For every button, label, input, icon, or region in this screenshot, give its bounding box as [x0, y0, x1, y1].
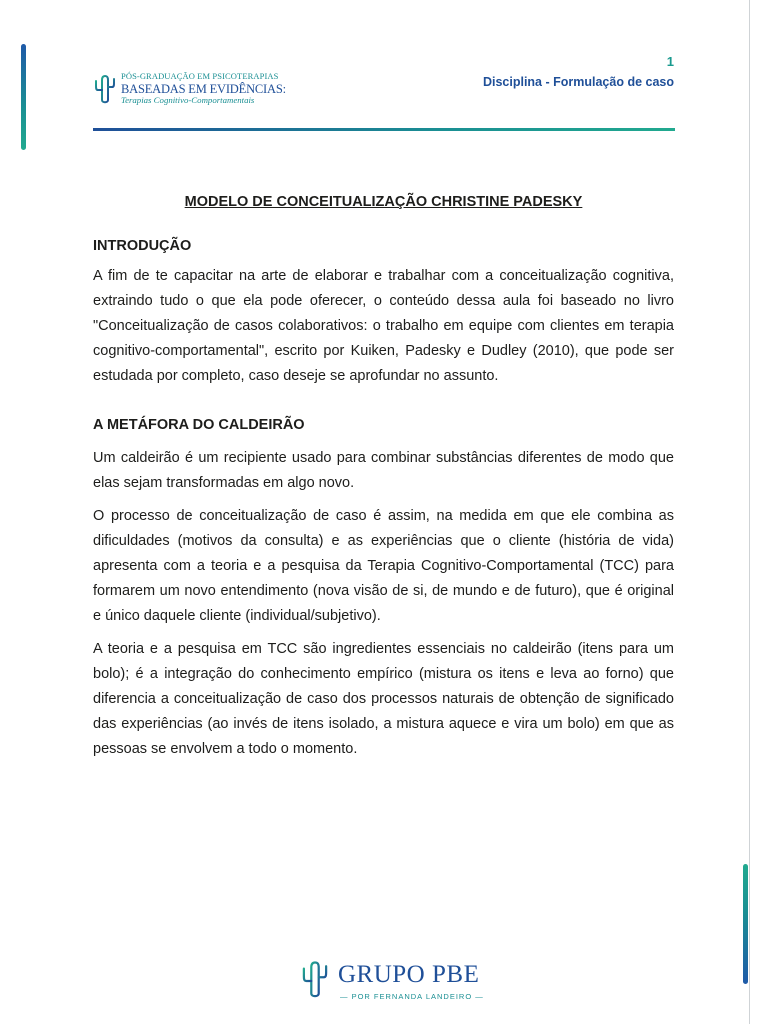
section-heading-metafora: A METÁFORA DO CALDEIRÃO [93, 417, 305, 433]
header-divider [93, 128, 675, 131]
footer-subtitle: — POR FERNANDA LANDEIRO — [340, 992, 484, 1001]
page-edge-divider [749, 0, 750, 1024]
cactus-logo-icon [93, 74, 117, 106]
discipline-label: Disciplina - Formulação de caso [482, 75, 674, 89]
cactus-logo-icon [300, 960, 330, 1002]
accent-bar-left [21, 44, 26, 150]
metaphor-paragraph-3: A teoria e a pesquisa em TCC são ingredientes essenciais no caldeirão (itens para um bolo); é a integração do conhecimento empírico (mistura os itens e leva ao forno) que diferencia a conceitualização de caso dos processos naturais de obtenção de significado das experiências (ao invés de itens isolado, a mistura aquece e vira um bolo) em que as pessoas se envolvem a todo o momento. [93, 641, 674, 757]
footer-logo [300, 958, 484, 1008]
accent-bar-right [743, 864, 748, 984]
logo-line-1: PÓS-GRADUAÇÃO EM PSICOTERAPIAS [121, 71, 279, 81]
page-number: 1 [666, 54, 674, 69]
logo-line-2: BASEADAS EM EVIDÊNCIAS: [121, 81, 286, 96]
metaphor-paragraph-1: Um caldeirão é um recipiente usado para combinar substâncias diferentes de modo que elas sejam transformadas em algo novo. [93, 450, 674, 491]
header-logo [93, 72, 293, 112]
document-title: MODELO DE CONCEITUALIZAÇÃO CHRISTINE PADESKY [184, 194, 583, 210]
section-heading-introducao: INTRODUÇÃO [93, 238, 192, 254]
intro-paragraph: A fim de te capacitar na arte de elaborar e trabalhar com a conceitualização cognitiva, extraindo tudo o que ela pode oferecer, o conteúdo dessa aula foi baseado no livro "Conceitualização de casos colaborativos: o trabalho em equipe com clientes em terapia cognitivo-comportamental", escrito por Kuiken, Padesky e Dudley (2010), que pode ser estudada por completo, caso deseje se aprofundar no assunto. [93, 268, 674, 384]
footer-brand: GRUPO PBE [338, 961, 480, 988]
document-body [93, 190, 674, 762]
metaphor-paragraph-2: O processo de conceitualização de caso é assim, na medida em que ele combina as dificuldades (motivos da consulta) e as experiências que o cliente (história de vida) apresenta com a teoria e a pesquisa da Terapia Cognitivo-Comportamental (TCC) para formarem um novo entendimento (nova visão de si, de mundo e de futuro), que é original e único daquele cliente (individual/subjetivo). [93, 508, 674, 624]
logo-line-3: Terapias Cognitivo-Comportamentais [121, 95, 255, 105]
